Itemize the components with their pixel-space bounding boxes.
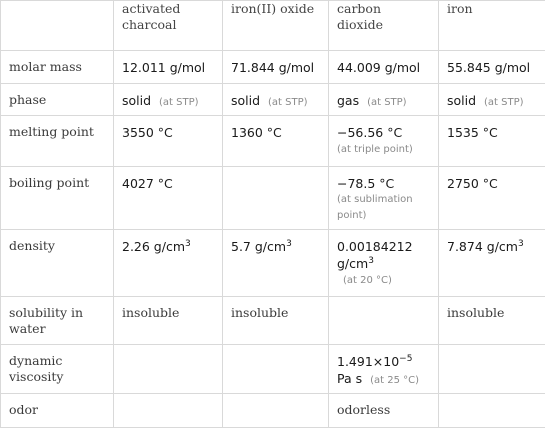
cell-value: 55.845 g/mol xyxy=(447,60,531,75)
cell-value: 71.844 g/mol xyxy=(231,60,315,75)
cell-superscript: 3 xyxy=(286,238,292,249)
cell-value xyxy=(231,394,320,402)
cell-value xyxy=(231,167,320,175)
cell-value: 3550 °C xyxy=(122,125,173,140)
table-row xyxy=(1,51,545,84)
cell-value: solid xyxy=(122,93,152,108)
cell-value: 7.874 g/cm xyxy=(447,239,518,254)
row-label-density: density xyxy=(9,238,55,253)
cell-value xyxy=(231,345,320,353)
cell-note: (at triple point) xyxy=(337,144,413,155)
cell-value: 1535 °C xyxy=(447,125,498,140)
row-label-boiling-point: boiling point xyxy=(9,175,90,190)
table-row xyxy=(1,84,545,116)
header-row xyxy=(1,1,545,51)
table-row xyxy=(1,394,545,428)
cell-note: (at STP) xyxy=(159,97,199,108)
cell-value: 12.011 g/mol xyxy=(122,60,206,75)
row-label-dynamic-viscosity: dynamic viscosity xyxy=(9,353,64,384)
row-label-molar-mass: molar mass xyxy=(9,59,82,74)
cell-value xyxy=(122,345,214,353)
cell-superscript: 3 xyxy=(368,255,374,266)
cell-value: 0.00184212 xyxy=(337,239,413,254)
cell-superscript: −5 xyxy=(399,353,413,364)
cell-value: insoluble xyxy=(231,305,289,320)
cell-value: 44.009 g/mol xyxy=(337,60,421,75)
cell-value: insoluble xyxy=(122,305,180,320)
table-row xyxy=(1,297,545,345)
table-row xyxy=(1,345,545,394)
cell-unit: g/cm xyxy=(337,256,369,271)
cell-value xyxy=(122,394,214,402)
table-row xyxy=(1,230,545,297)
cell-note: (at sublimation point) xyxy=(337,194,413,221)
row-label-solubility-in-water: solubility in water xyxy=(9,305,84,336)
cell-value xyxy=(337,297,430,305)
row-label-odor: odor xyxy=(9,402,39,417)
cell-value: 1360 °C xyxy=(231,125,282,140)
cell-note: (at STP) xyxy=(367,97,407,108)
row-label-melting-point: melting point xyxy=(9,124,94,139)
cell-value xyxy=(447,345,537,353)
cell-value: 2750 °C xyxy=(447,176,498,191)
row-label-phase: phase xyxy=(9,92,47,107)
cell-note: (at 25 °C) xyxy=(370,375,419,386)
table-row xyxy=(1,167,545,230)
cell-value: insoluble xyxy=(447,305,505,320)
corner-cell xyxy=(1,1,114,51)
cell-note: (at STP) xyxy=(268,97,308,108)
column-header-activated-charcoal: activated charcoal xyxy=(114,1,223,51)
column-header-iron-ii-oxide: iron(II) oxide xyxy=(223,1,329,51)
cell-value: solid xyxy=(231,93,261,108)
cell-note: (at STP) xyxy=(484,97,524,108)
cell-value: 4027 °C xyxy=(122,176,173,191)
cell-value: 2.26 g/cm xyxy=(122,239,186,254)
cell-value: 1.491×10 xyxy=(337,354,400,369)
cell-value: −56.56 °C xyxy=(337,125,403,140)
cell-note: (at 20 °C) xyxy=(343,275,392,286)
cell-superscript: 3 xyxy=(185,238,191,249)
table-row xyxy=(1,116,545,167)
cell-value: solid xyxy=(447,93,477,108)
cell-value: gas xyxy=(337,93,360,108)
cell-value: 5.7 g/cm xyxy=(231,239,287,254)
cell-superscript: 3 xyxy=(517,238,524,249)
column-header-carbon-dioxide: carbon dioxide xyxy=(329,1,439,51)
cell-value xyxy=(447,394,537,402)
column-header-iron: iron xyxy=(439,1,545,51)
cell-value: odorless xyxy=(337,402,391,417)
cell-value: −78.5 °C xyxy=(337,176,395,191)
cell-unit: Pa s xyxy=(337,371,363,386)
